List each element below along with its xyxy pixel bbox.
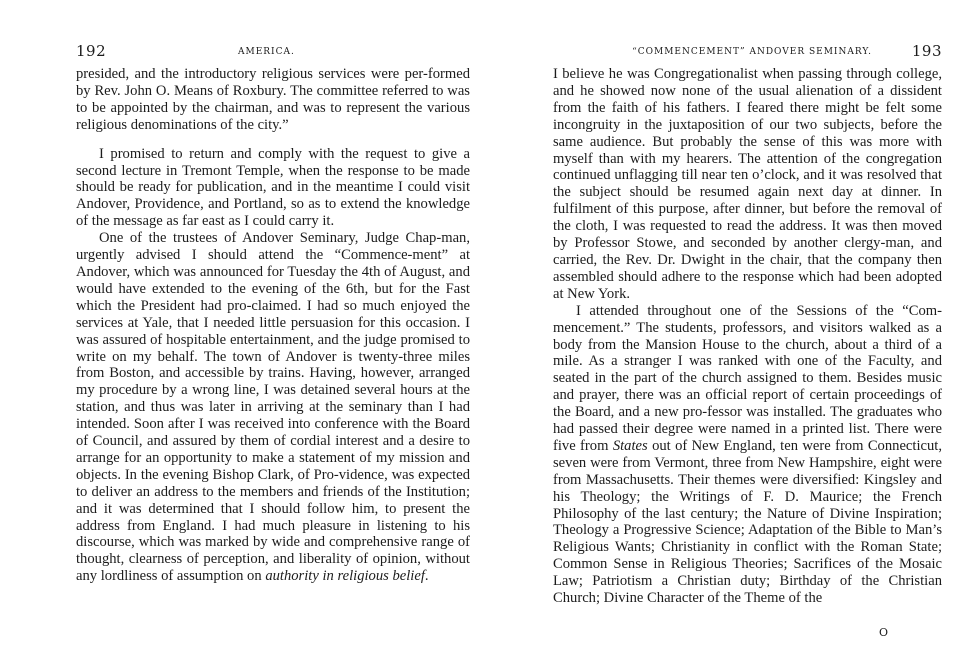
page-number-right: 193 <box>911 42 942 60</box>
paragraph-text: out of New England, ten were from Connecticut, seven were from Vermont, three from New Hampshire, eight were from Massachusetts. Their themes were diversified: Kingsley and his Theology; the Writings of F. D. Maurice; the French Philosophy of the last century; the Nature of Divine Inspiration; Theology a Progressive Science; Adaptation of the Bible to Man’s Religious Wants; Christianity in conflict with the Roman State; Common Sense in Religious Theories; Sacrifices of the Mosaic Law; Patriotism a Christian duty; Birthday of the Christian Church; Divine Character of the Theme of the <box>553 437 942 607</box>
paragraph-text: I attended throughout one of the Sessions of the “Com-mencement.” The students, professors, and visitors walked as a body from the Mansion House to the church, about a third of a mile. As a stranger I was ranked with one of the Faculty, and seated in the part of the church assigned to them. Besides music and prayer, there was an official report of certain proceedings of the Board, and a new pro-fessor was installed. The graduates who had passed their degree were named in a printed list. There were five from <box>553 302 942 454</box>
paragraph-text: One of the trustees of Andover Seminary, Judge Chap-man, urgently advised I should attend the “Commence-ment” at Andover, which was announced for Tuesday the 4th of August, and would have extended to the evening of the 6th, but for the Fast which the President had pro-claimed. I had so much enjoyed the services at Yale, that I needed little persuasion for this occasion. I was assured of hospitable entertainment, and the judge promised to write on my behalf. The town of Andover is twenty-three miles from Boston, and accessible by trains. Having, however, arranged my procedure by a wrong line, I was detained several hours at the station, and thus was later in arriving at the seminary than I had intended. Soon after I was received into conference with the Board of Council, and assured by them of cordial interest and a desire to arrange for an opportunity to make a statement of my mission and objects. In the evening Bishop Clark, of Pro-vidence, was expected to deliver an address to the members and friends of the Institution; and it was determined that I should follow him, to present the address from England. I had much pleasure in listening to his discourse, which was marked by wide and comprehensive range of thought, clearness of perception, and liberality of opinion, without any lordliness of assumption on <box>76 230 470 585</box>
paragraph <box>76 230 470 585</box>
italic-phrase: authority in religious belief <box>265 568 425 585</box>
signature-mark: O <box>878 626 888 639</box>
paragraph <box>553 303 942 607</box>
right-page-text <box>553 66 942 607</box>
paragraph: I promised to return and comply with the request to give a second lecture in Tremont Temple, when the response to be made should be ready for publication, and in the meantime I could visit Andover, Providence, and Portland, so as to extend the knowledge of the message as far east as I could carry it. <box>76 145 470 230</box>
right-page <box>490 0 980 668</box>
page-number-left: 192 <box>76 42 107 60</box>
running-head-right <box>553 44 942 66</box>
left-page-text <box>76 66 470 585</box>
running-head-title-right: “COMMENCEMENT” ANDOVER SEMINARY. <box>632 47 872 57</box>
running-head-left <box>76 44 470 66</box>
paragraph: I believe he was Congregationalist when passing through college, and he showed now none of the usual alienation of a dissident from the faith of his fathers. I feared there might be felt some incongruity in the juxtaposition of our two subjects, before the same audience. But probably the sense of this was more with myself than with my hearers. The attention of the congregation continued unflagging till near ten o’clock, and it was resolved that the subject should be resumed again next day at dinner. In fulfilment of this purpose, after dinner, but before the removal of the cloth, I was requested to read the address. It was then moved by Professor Stowe, and seconded by another clergy-man, and carried, the Rev. Dr. Dwight in the chair, that the company then assembled should adhere to the response which had been adopted at New York. <box>553 66 942 302</box>
punctuation: . <box>424 568 429 585</box>
paragraph: presided, and the introductory religious services were per-formed by Rev. John O. Means of Roxbury. The committee referred to was to be appointed by the chairman, and was to represent the various religious denominations of the city.” <box>76 66 470 133</box>
italic-word: States <box>612 437 648 454</box>
running-head-title-left: AMERICA. <box>238 47 295 57</box>
